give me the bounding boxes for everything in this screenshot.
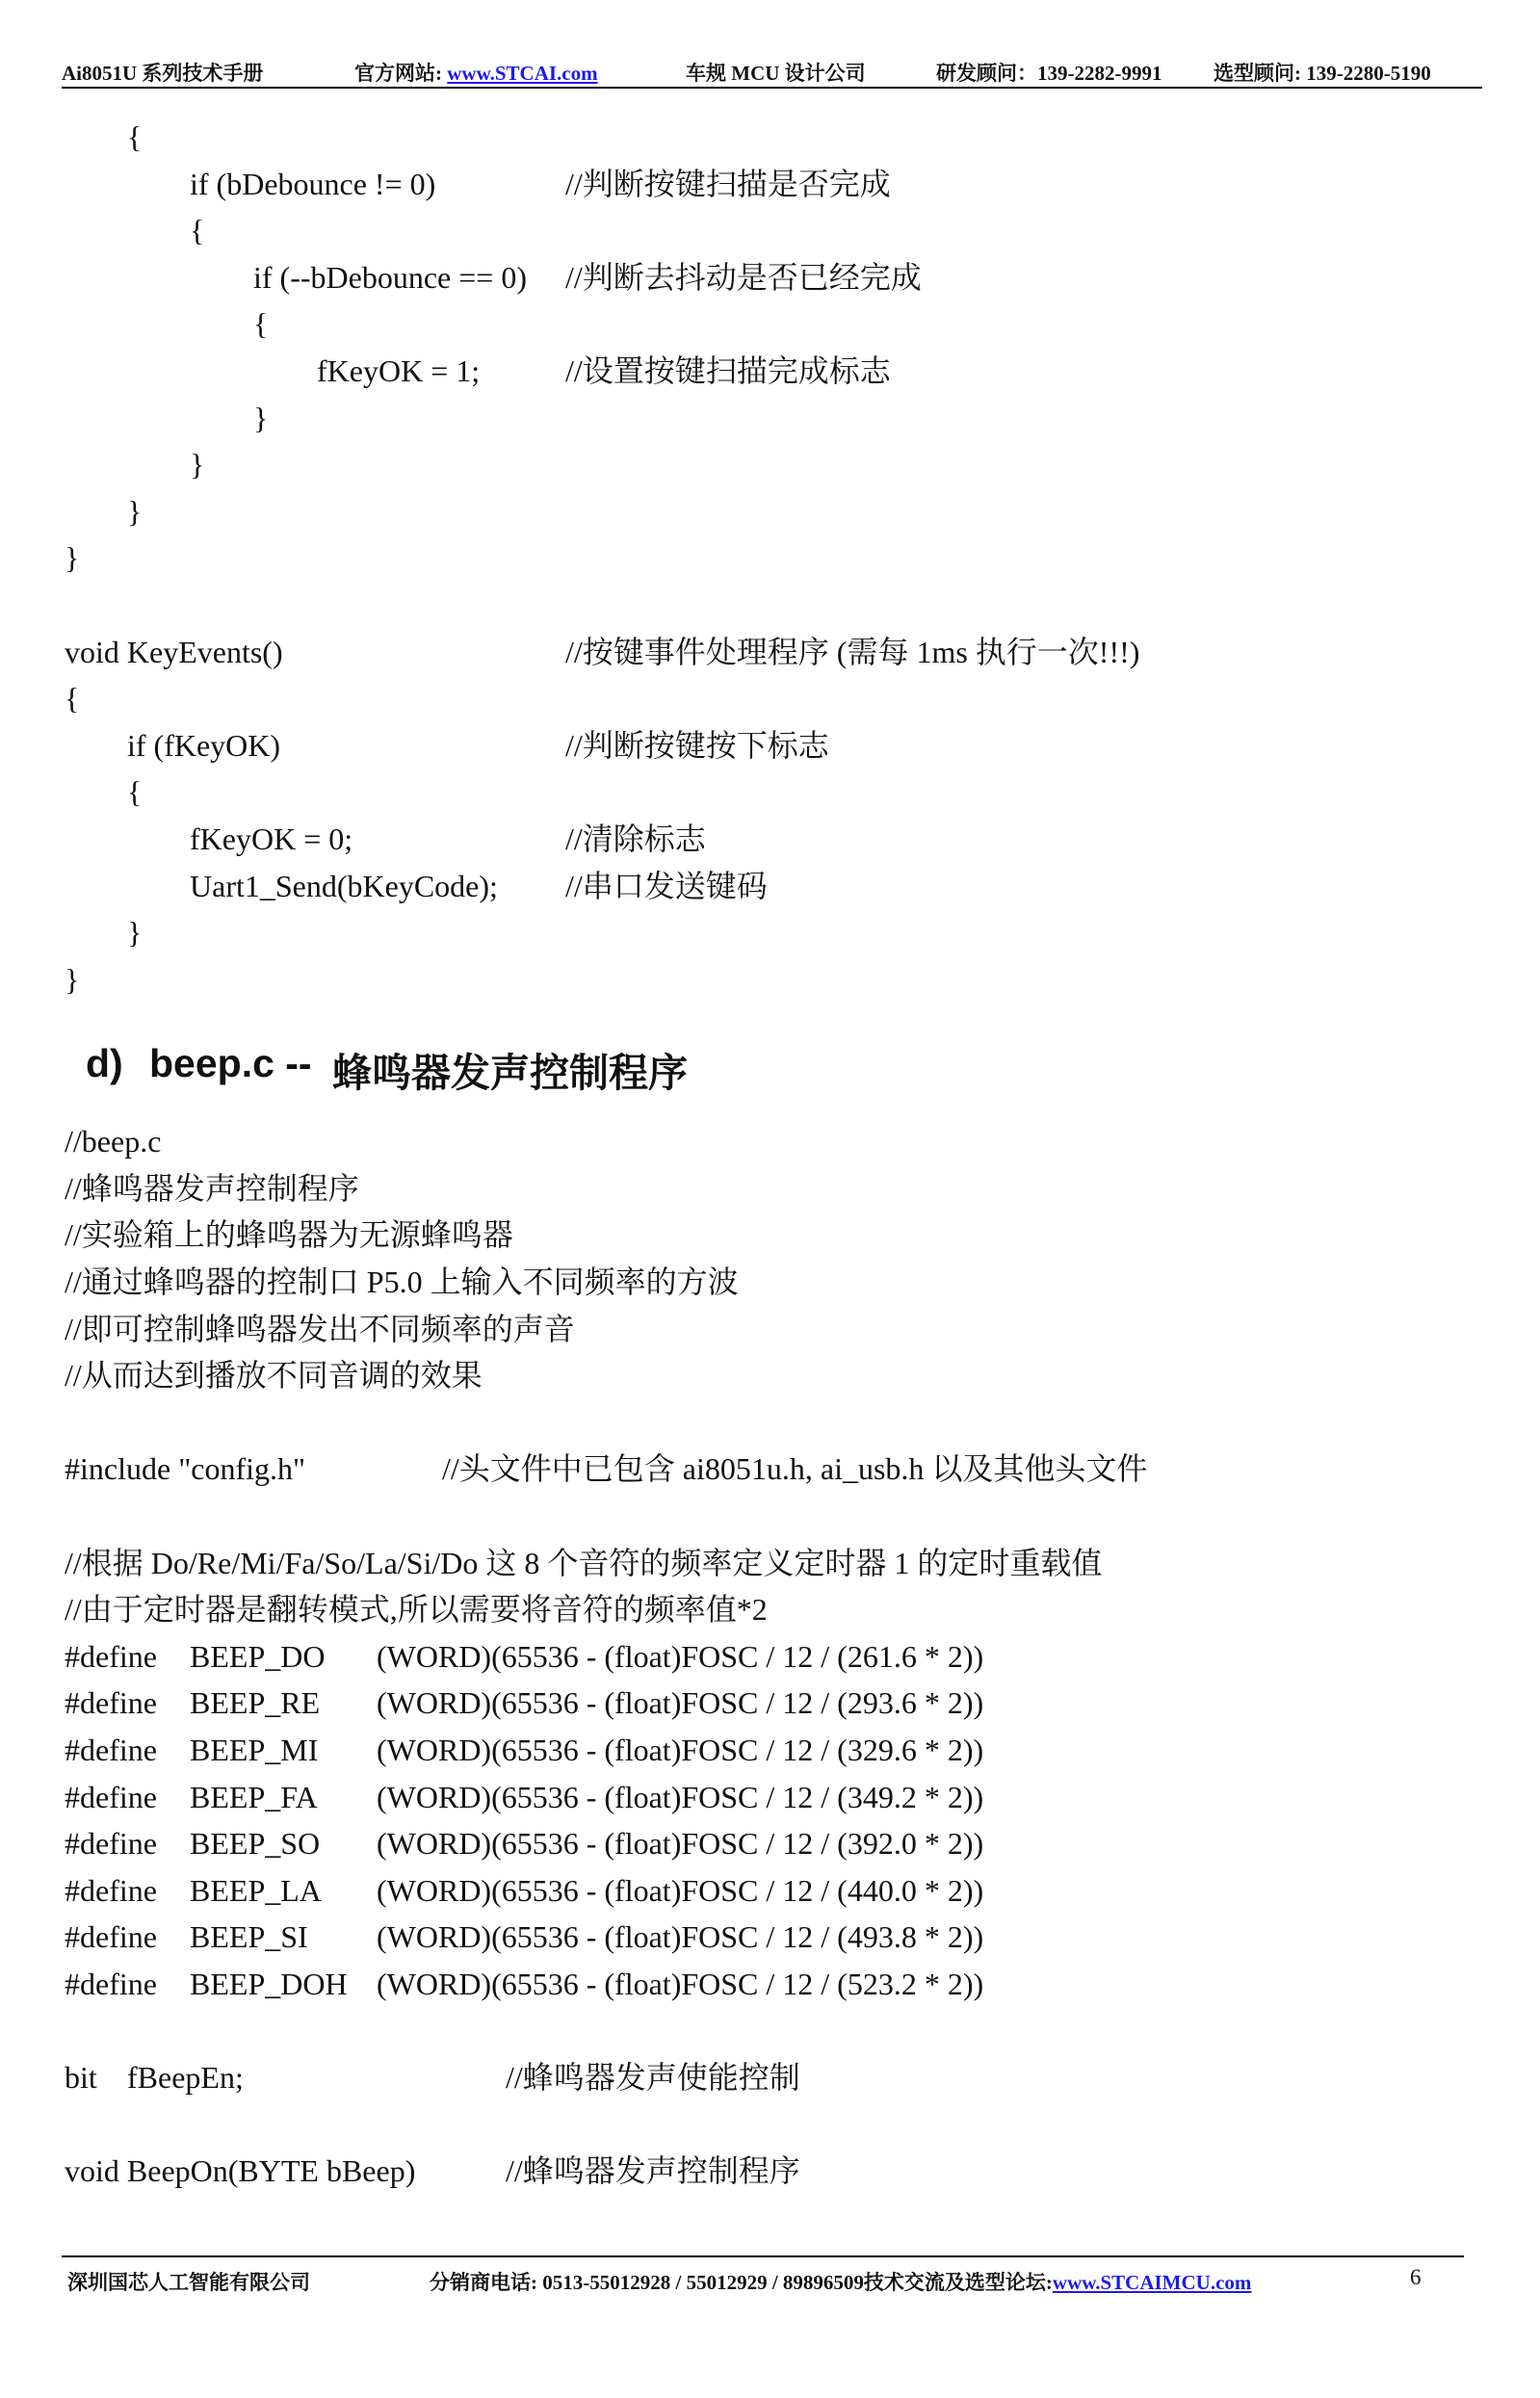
code-line: //蜂鸣器发声控制程序 [65,1170,359,1206]
blank-line [65,2101,1471,2149]
section-label: d) [86,1041,123,1086]
forum-link[interactable]: www.STCAIMCU.com [1052,2271,1252,2294]
code-line: fKeyOK = 1; //设置按键扫描完成标志 [65,348,1471,395]
code-comment: //蜂鸣器发声控制程序 [506,2153,800,2189]
blank-line [65,1493,1471,1540]
code-line: { [127,774,143,810]
code-comment: //头文件中已包含 ai8051u.h, ai_usb.h 以及其他头文件 [442,1451,1148,1487]
rd-contact: 研发顾问：139-2282-9991 [936,62,1162,85]
code-line: { [65,681,80,717]
define-line: #define BEEP_FA (WORD)(65536 - (float)FOSC / 12 / (349.2 * 2)) [65,1779,984,1814]
code-line: } [127,915,143,951]
page-footer [62,2255,1464,2298]
code-line: //从而达到播放不同音调的效果 [65,1358,483,1394]
code-comment: //按键事件处理程序 (需每 1ms 执行一次!!!) [565,634,1140,669]
define-line: #define BEEP_DOH (WORD)(65536 - (float)FOSC / 12 / (523.2 * 2)) [65,1966,984,2001]
sales-contact: 选型顾问: 139-2280-5190 [1214,62,1431,85]
code-line: } [65,540,80,576]
code-line: //即可控制蜂鸣器发出不同频率的声音 [65,1311,575,1346]
website-label: 官方网站: [354,62,448,85]
code-comment: //判断去抖动是否已经完成 [565,259,922,295]
website [354,58,598,87]
section-filename: beep.c -- [149,1041,312,1086]
code-line: //实验箱上的蜂鸣器为无源蜂鸣器 [65,1217,513,1253]
code-line: //通过蜂鸣器的控制口 P5.0 上输入不同频率的方波 [65,1264,739,1300]
code-line: if (fKeyOK) //判断按键按下标志 [65,722,1471,769]
code-comment: //清除标志 [565,821,706,856]
code-line: void KeyEvents() //按键事件处理程序 (需每 1ms 执行一次!!!) [65,629,1471,676]
code-line: if (--bDebounce == 0) //判断去抖动是否已经完成 [65,254,1471,301]
code-line: #include "config.h" //头文件中已包含 ai8051u.h, ai_usb.h 以及其他头文件 [65,1446,1471,1493]
code-line: } [65,961,80,997]
define-line: #define BEEP_DO (WORD)(65536 - (float)FOSC / 12 / (261.6 * 2)) [65,1638,984,1674]
code-comment: //设置按键扫描完成标志 [565,352,891,388]
code-line: { [127,119,143,154]
define-line: #define BEEP_SO (WORD)(65536 - (float)FOSC / 12 / (392.0 * 2)) [65,1826,984,1862]
page-number: 6 [1410,2265,1422,2289]
code-line: //beep.c [65,1124,162,1160]
code-line: //由于定时器是翻转模式,所以需要将音符的频率值*2 [65,1592,768,1628]
footer-contact [430,2267,1251,2296]
footer-phones: 分销商电话: 0513-55012928 / 55012929 / 89896509技术交流及选型论坛: [430,2271,1053,2294]
code-comment: //串口发送键码 [565,868,768,903]
define-line: #define BEEP_MI (WORD)(65536 - (float)FOSC / 12 / (329.6 * 2)) [65,1733,984,1767]
company-tag: 车规 MCU 设计公司 [686,62,866,85]
code-line: void BeepOn(BYTE bBeep) //蜂鸣器发声控制程序 [65,2148,1471,2195]
code-line: fKeyOK = 0; //清除标志 [65,816,1471,863]
define-line: #define BEEP_RE (WORD)(65536 - (float)FOSC / 12 / (293.6 * 2)) [65,1685,984,1721]
section-heading [65,1003,1471,1118]
code-comment: //蜂鸣器发声使能控制 [506,2060,800,2096]
code-line: { [253,306,269,342]
code-line: } [190,447,205,482]
section-title: 蜂鸣器发声控制程序 [332,1051,688,1096]
blank-line [65,582,1471,629]
code-line: if (bDebounce != 0) //判断按键扫描是否完成 [65,161,1471,208]
doc-title: Ai8051U 系列技术手册 [62,62,264,85]
define-line: #define BEEP_SI (WORD)(65536 - (float)FOSC / 12 / (493.8 * 2)) [65,1919,984,1955]
website-link[interactable]: www.STCAI.com [447,62,598,85]
code-line: { [190,213,205,248]
code-line: } [253,400,269,435]
code-comment: //判断按键按下标志 [565,727,829,763]
footer-company: 深圳国芯人工智能有限公司 [67,2271,310,2294]
page-header [62,54,1482,89]
code-line: //根据 Do/Re/Mi/Fa/So/La/Si/Do 这 8 个音符的频率定义定时器 1 的定时重载值 [65,1545,1103,1580]
code-line: bit fBeepEn; //蜂鸣器发声使能控制 [65,2054,1471,2101]
code-comment: //判断按键扫描是否完成 [565,166,891,201]
define-line: #define BEEP_LA (WORD)(65536 - (float)FOSC / 12 / (440.0 * 2)) [65,1872,984,1908]
blank-line [65,2008,1471,2055]
code-line: } [127,493,143,529]
code-line: Uart1_Send(bKeyCode); //串口发送键码 [65,863,1471,910]
blank-line [65,1399,1471,1447]
code-listing [65,114,1471,2195]
